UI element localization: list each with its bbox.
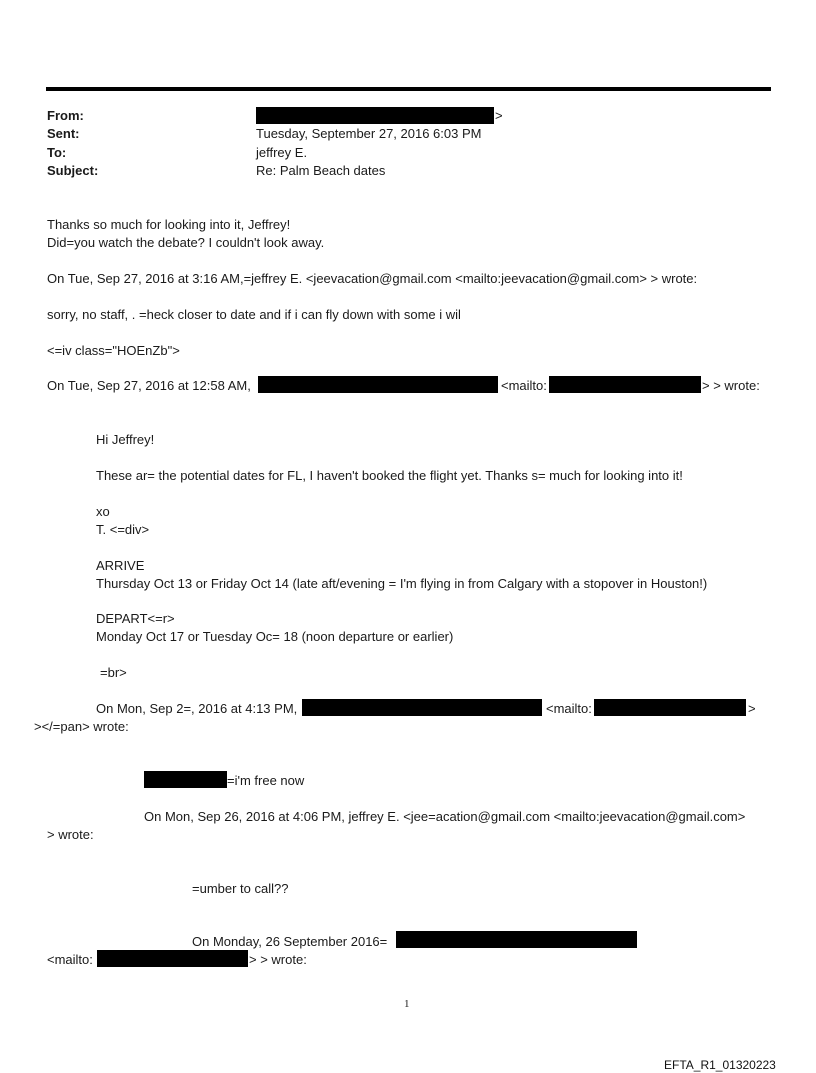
redacted-name bbox=[258, 376, 498, 393]
sent-value: Tuesday, September 27, 2016 6:03 PM bbox=[256, 126, 482, 141]
html-artifact: =br> bbox=[100, 665, 127, 680]
page-number: 1 bbox=[404, 998, 410, 1010]
mailto-prefix: <mailto: bbox=[47, 952, 93, 967]
redacted-name bbox=[144, 771, 227, 788]
quote-suffix: > bbox=[748, 701, 756, 716]
redacted-name bbox=[396, 931, 637, 948]
document-id: EFTA_R1_01320223 bbox=[664, 1058, 776, 1072]
body-line: Monday Oct 17 or Tuesday Oc= 18 (noon departure or earlier) bbox=[96, 629, 454, 644]
quote-header: On Monday, 26 September 2016= bbox=[192, 934, 388, 949]
body-line: sorry, no staff, . =heck closer to date and if i can fly down with some i wil bbox=[47, 307, 461, 322]
body-line: Thursday Oct 13 or Friday Oct 14 (late aft/evening = I'm flying in from Calgary with a stopover in Houston!) bbox=[96, 576, 708, 591]
quote-suffix: > > wrote: bbox=[249, 952, 307, 967]
body-line: xo bbox=[96, 504, 110, 519]
redacted-email bbox=[97, 950, 248, 967]
body-line: > wrote: bbox=[47, 827, 94, 842]
subject-label: Subject: bbox=[47, 163, 99, 178]
header-divider bbox=[46, 87, 771, 91]
from-label: From: bbox=[47, 108, 84, 123]
from-suffix: > bbox=[495, 108, 503, 123]
quote-header: On Tue, Sep 27, 2016 at 12:58 AM, bbox=[47, 378, 251, 393]
quote-suffix: > > wrote: bbox=[702, 378, 760, 393]
html-artifact: <=iv class="HOEnZb"> bbox=[47, 343, 180, 358]
redacted-from-address bbox=[256, 107, 494, 124]
body-line: ></=pan> wrote: bbox=[34, 719, 129, 734]
redacted-name bbox=[302, 699, 542, 716]
sent-label: Sent: bbox=[47, 126, 80, 141]
body-line: DEPART<=r> bbox=[96, 611, 175, 626]
to-value: jeffrey E. bbox=[256, 145, 308, 160]
mailto-prefix: <mailto: bbox=[546, 701, 592, 716]
body-line: Hi Jeffrey! bbox=[96, 432, 155, 447]
to-label: To: bbox=[47, 145, 67, 160]
subject-value: Re: Palm Beach dates bbox=[256, 163, 386, 178]
quote-header: On Mon, Sep 26, 2016 at 4:06 PM, jeffrey E. <jee=acation@gmail.com <mailto:jeevacation@gmail.com> bbox=[144, 809, 746, 824]
mailto-prefix: <mailto: bbox=[501, 378, 547, 393]
body-line: ARRIVE bbox=[96, 558, 145, 573]
quote-header: On Mon, Sep 2=, 2016 at 4:13 PM, bbox=[96, 701, 298, 716]
body-line: =i'm free now bbox=[227, 773, 305, 788]
redacted-email bbox=[549, 376, 701, 393]
body-line: =umber to call?? bbox=[192, 881, 289, 896]
body-line: These ar= the potential dates for FL, I haven't booked the flight yet. Thanks s= much for looking into it! bbox=[96, 468, 683, 483]
redacted-email bbox=[594, 699, 746, 716]
quote-header: On Tue, Sep 27, 2016 at 3:16 AM,=jeffrey E. <jeevacation@gmail.com <mailto:jeevacation@gmail.com> > wrote: bbox=[47, 271, 698, 286]
body-line: Did=you watch the debate? I couldn't look away. bbox=[47, 235, 325, 250]
body-line: T. <=div> bbox=[96, 522, 150, 537]
body-line: Thanks so much for looking into it, Jeffrey! bbox=[47, 217, 291, 232]
